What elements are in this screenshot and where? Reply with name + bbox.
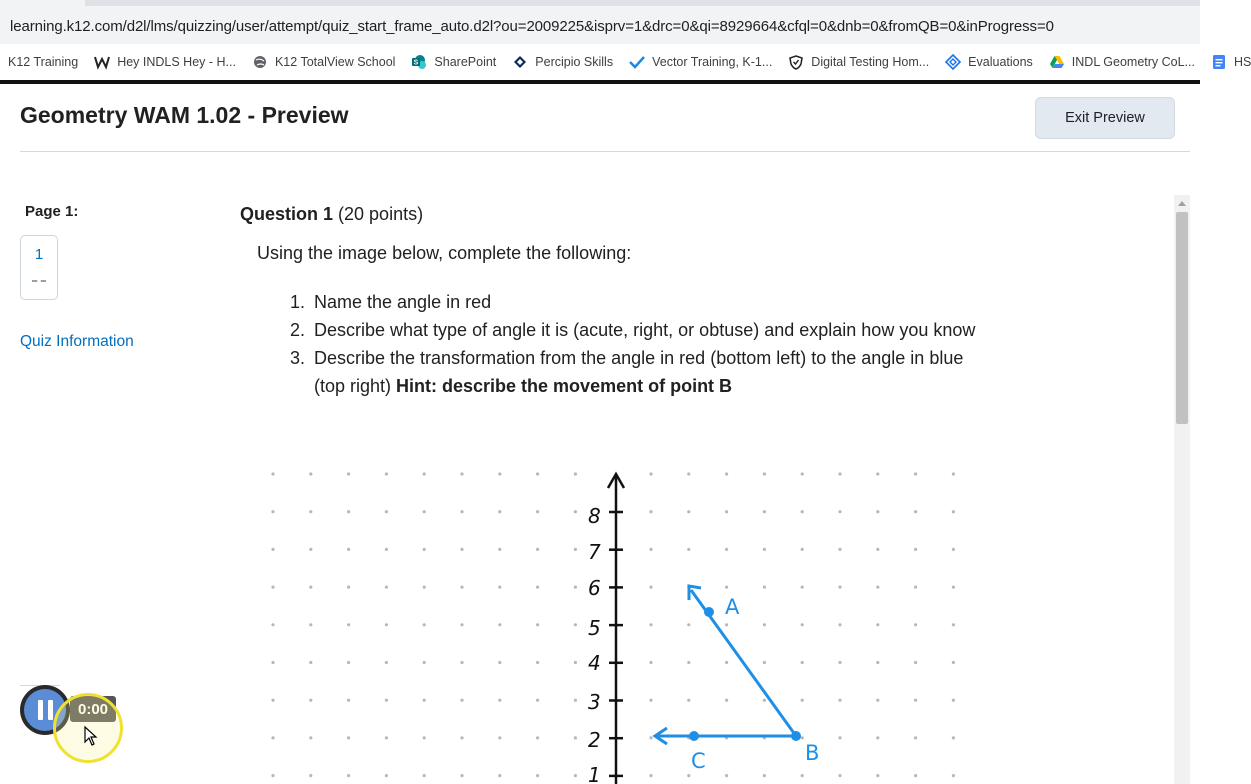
item-hint: Hint: describe the movement of point B: [396, 376, 733, 396]
scroll-up-arrow-icon[interactable]: [1174, 195, 1190, 211]
grid-dot: [763, 774, 766, 777]
grid-dot: [347, 548, 350, 551]
y-axis: [608, 474, 624, 784]
unanswered-indicator: [32, 280, 46, 282]
grid-dot: [536, 623, 539, 626]
grid-dot: [763, 548, 766, 551]
url-field[interactable]: learning.k12.com/d2l/lms/quizzing/user/attempt/quiz_start_frame_auto.d2l?ou=2009225&isprv=1&drc=0&qi=8929664&cfql=0&dnb=0&fromQB=0&inProgress=0: [10, 18, 1054, 35]
grid-dot: [952, 774, 955, 777]
grid-dot: [309, 548, 312, 551]
bookmark-sharepoint[interactable]: [411, 54, 496, 70]
grid-dot: [271, 586, 274, 589]
browser-address-bar: [0, 0, 1200, 44]
grid-dot: [725, 623, 728, 626]
y-tick-label: 8: [588, 504, 601, 528]
grid-dot: [271, 774, 274, 777]
page-title: Geometry WAM 1.02 - Preview: [20, 102, 349, 128]
scrollbar-thumb[interactable]: [1176, 212, 1188, 424]
bookmark-label: Vector Training, K-1...: [652, 55, 773, 69]
grid-dot: [460, 548, 463, 551]
grid-dot: [914, 774, 917, 777]
grid-dot: [649, 548, 652, 551]
list-item-text: [314, 344, 990, 400]
grid-dot: [876, 510, 879, 513]
question-nav-number: 1: [34, 246, 44, 263]
docs-icon: [1211, 54, 1227, 70]
grid-dot: [385, 472, 388, 475]
grid-dot: [423, 661, 426, 664]
grid-dot: [460, 774, 463, 777]
item-text: Describe what type of angle it is (acute, right, or obtuse) and explain how you know: [314, 320, 976, 340]
grid-dot: [271, 510, 274, 513]
bookmark-hey-indls[interactable]: [94, 54, 236, 70]
y-tick-label: 6: [588, 576, 601, 600]
pause-bar: [38, 700, 43, 720]
tab-strip: [85, 0, 1200, 6]
list-item-number: 2.: [290, 320, 306, 340]
grid-dot: [763, 586, 766, 589]
grid-dot: [801, 661, 804, 664]
grid-dot: [574, 699, 577, 702]
grid-dot: [838, 736, 841, 739]
grid-dot: [498, 548, 501, 551]
bookmark-vector-training[interactable]: [629, 54, 772, 70]
grid-dot: [385, 623, 388, 626]
grid-dot: [271, 699, 274, 702]
grid-dot: [725, 661, 728, 664]
grid-dot: [347, 699, 350, 702]
diamond-icon: [945, 54, 961, 70]
grid-dot: [952, 661, 955, 664]
grid-dot: [536, 774, 539, 777]
question-graph-image: [255, 462, 975, 784]
grid-dot: [763, 623, 766, 626]
grid-dot: [460, 736, 463, 739]
pause-bar: [48, 700, 53, 720]
grid-dot: [460, 472, 463, 475]
point-b: [791, 731, 801, 741]
grid-dot: [838, 586, 841, 589]
grid-dot: [271, 472, 274, 475]
grid-dot: [347, 586, 350, 589]
list-item: [290, 316, 990, 344]
bookmark-indl-geometry[interactable]: [1049, 54, 1195, 70]
list-item-number: 1.: [290, 292, 306, 312]
grid-dot: [801, 548, 804, 551]
grid-dot: [952, 548, 955, 551]
grid-dot: [763, 472, 766, 475]
grid-dot: [460, 586, 463, 589]
quiz-information-link[interactable]: Quiz Information: [20, 333, 134, 350]
grid-dot: [460, 510, 463, 513]
bookmark-label: K12 TotalView School: [274, 55, 396, 69]
grid-dot: [498, 699, 501, 702]
y-tick-label: 7: [588, 540, 601, 564]
grid-dot: [763, 510, 766, 513]
question-nav-item-1[interactable]: [20, 235, 58, 300]
grid-dot: [498, 510, 501, 513]
point-label-b: B: [805, 741, 820, 765]
grid-dot: [423, 548, 426, 551]
y-tick-label: 4: [588, 651, 601, 675]
grid-dot: [687, 623, 690, 626]
header-divider: [20, 151, 1190, 152]
grid-dot: [498, 774, 501, 777]
grid-dot: [952, 623, 955, 626]
grid-dot: [914, 623, 917, 626]
toolbar-divider: [0, 80, 1200, 84]
point-labels: [691, 595, 819, 773]
grid-dot: [838, 548, 841, 551]
grid-dot: [460, 623, 463, 626]
grid-dot: [574, 736, 577, 739]
recording-timer: 0:00: [70, 696, 116, 722]
grid-dot: [309, 774, 312, 777]
grid-dot: [309, 472, 312, 475]
grid-dot: [423, 623, 426, 626]
question-title: Question 1: [240, 204, 334, 224]
grid-dot: [271, 736, 274, 739]
item-text: Describe the transformation from the angle in red (bottom left) to the angle in blue (top right): [314, 348, 964, 396]
grid-dot: [801, 774, 804, 777]
grid-dot: [536, 510, 539, 513]
grid-dot: [423, 774, 426, 777]
grid-dot: [687, 472, 690, 475]
grid-dot: [498, 586, 501, 589]
grid-dot: [460, 661, 463, 664]
bookmark-percipio[interactable]: [512, 54, 613, 70]
grid-dot: [876, 472, 879, 475]
percipio-icon: [512, 54, 528, 70]
list-item-number: 3.: [290, 348, 306, 368]
bookmarks-bar: [0, 44, 1251, 80]
grid-dot: [385, 736, 388, 739]
question-heading: [240, 204, 423, 225]
question-item-list: [290, 288, 990, 400]
grid-dot: [763, 699, 766, 702]
grid-dot: [725, 472, 728, 475]
bookmark-label: HS: [1233, 55, 1251, 69]
grid-dot: [649, 736, 652, 739]
grid-dot: [536, 586, 539, 589]
grid-dot: [347, 623, 350, 626]
bookmark-label: K12 Training: [8, 55, 79, 69]
grid-dot: [725, 510, 728, 513]
grid-dot: [801, 586, 804, 589]
grid-dot: [801, 472, 804, 475]
grid-dot: [801, 736, 804, 739]
grid-dot: [952, 472, 955, 475]
grid-dot: [423, 736, 426, 739]
grid-dot: [876, 586, 879, 589]
grid-dot: [914, 661, 917, 664]
grid-dot: [876, 736, 879, 739]
grid-dot: [687, 661, 690, 664]
bookmark-label: SharePoint: [434, 55, 497, 69]
grid-dot: [649, 510, 652, 513]
grid-dot: [271, 661, 274, 664]
grid-dot: [649, 774, 652, 777]
grid-dot: [423, 510, 426, 513]
grid-dot: [914, 699, 917, 702]
question-intro: Using the image below, complete the following:: [257, 243, 632, 263]
page-label: Page 1:: [25, 203, 79, 220]
point-label-a: A: [725, 595, 740, 619]
grid-dot: [838, 623, 841, 626]
y-tick-label: 5: [588, 616, 601, 640]
grid-dot: [687, 774, 690, 777]
grid-dot: [347, 736, 350, 739]
grid-dot: [536, 736, 539, 739]
shield-icon: [788, 54, 804, 70]
grid-dot: [309, 586, 312, 589]
grid-dot: [649, 623, 652, 626]
grid-dot: [876, 623, 879, 626]
bookmark-hs[interactable]: [1211, 54, 1251, 70]
question-points: (20 points): [338, 204, 424, 224]
grid-dot: [347, 472, 350, 475]
grid-dot: [838, 774, 841, 777]
grid-dot: [271, 623, 274, 626]
bookmark-digital-testing[interactable]: [788, 54, 929, 70]
grid-dot: [385, 699, 388, 702]
grid-dot: [574, 472, 577, 475]
grid-dot: [649, 586, 652, 589]
grid-dot: [460, 699, 463, 702]
grid-dot: [309, 699, 312, 702]
grid-dot: [914, 736, 917, 739]
grid-dot: [914, 510, 917, 513]
grid-dot: [952, 736, 955, 739]
list-item: [290, 288, 990, 316]
y-tick-labels: [588, 504, 601, 784]
grid-dot: [952, 699, 955, 702]
globe-icon: [252, 54, 268, 70]
sharepoint-icon: [411, 54, 427, 70]
grid-dot: [574, 548, 577, 551]
grid-dot: [763, 661, 766, 664]
grid-dot: [574, 661, 577, 664]
grid-dot: [914, 472, 917, 475]
grid-dot: [914, 586, 917, 589]
grid-dot: [649, 472, 652, 475]
grid-dot: [838, 510, 841, 513]
bookmark-label: Evaluations: [968, 55, 1033, 69]
exit-preview-button[interactable]: Exit Preview: [1035, 97, 1175, 139]
grid-dot: [574, 623, 577, 626]
grid-dot: [347, 510, 350, 513]
svg-text:S: S: [414, 59, 419, 67]
bookmark-k12-training[interactable]: [8, 55, 78, 69]
grid-dot: [347, 774, 350, 777]
point-c: [689, 731, 699, 741]
vector-check-icon: [629, 54, 645, 70]
grid-dot: [952, 586, 955, 589]
grid-dot: [801, 623, 804, 626]
grid-dot: [347, 661, 350, 664]
grid-dot: [385, 661, 388, 664]
point-label-c: C: [691, 749, 706, 773]
grid-dot: [801, 699, 804, 702]
list-item: [290, 344, 990, 400]
bookmark-k12-totalview[interactable]: [252, 54, 395, 70]
bookmark-label: Digital Testing Hom...: [811, 55, 930, 69]
grid-dot: [687, 699, 690, 702]
grid-dot: [574, 774, 577, 777]
grid-dot: [687, 548, 690, 551]
grid-dot: [876, 661, 879, 664]
grid-dot: [423, 586, 426, 589]
grid-dot: [725, 586, 728, 589]
grid-dot: [838, 699, 841, 702]
grid-dot: [838, 472, 841, 475]
bookmark-label: Percipio Skills: [535, 55, 614, 69]
grid-dot: [498, 661, 501, 664]
grid-dot: [876, 548, 879, 551]
bookmark-label: INDL Geometry CoL...: [1071, 55, 1195, 69]
grid-dot: [649, 661, 652, 664]
grid-dot: [574, 586, 577, 589]
grid-dot: [801, 510, 804, 513]
grid-dot: [385, 510, 388, 513]
item-text: Name the angle in red: [314, 292, 492, 312]
grid-dot: [649, 699, 652, 702]
grid-dot: [385, 774, 388, 777]
list-item-text: [314, 288, 990, 316]
grid-dot: [725, 548, 728, 551]
grid-dot: [536, 699, 539, 702]
bookmark-evaluations[interactable]: [945, 54, 1033, 70]
list-item-text: [314, 316, 990, 344]
grid-dot: [309, 510, 312, 513]
y-tick-label: 2: [588, 728, 601, 752]
weebly-w-icon: [94, 54, 110, 70]
grid-dot: [725, 774, 728, 777]
grid-dot: [423, 472, 426, 475]
grid-dot: [498, 736, 501, 739]
grid-dot: [385, 548, 388, 551]
grid-dot: [271, 548, 274, 551]
grid-dot: [687, 510, 690, 513]
grid-dot: [498, 623, 501, 626]
grid-dot: [725, 699, 728, 702]
bookmark-label: Hey INDLS Hey - H...: [117, 55, 236, 69]
y-tick-label: 1: [588, 763, 601, 784]
grid-dot: [536, 548, 539, 551]
y-tick-label: 3: [588, 690, 601, 714]
grid-dot: [536, 472, 539, 475]
grid-dot: [914, 548, 917, 551]
grid-dot: [876, 774, 879, 777]
drive-icon: [1049, 54, 1065, 70]
grid-dot: [498, 472, 501, 475]
grid-dot: [309, 661, 312, 664]
grid-dot: [385, 586, 388, 589]
grid-dot: [952, 510, 955, 513]
grid-dot: [536, 661, 539, 664]
grid-dot: [309, 623, 312, 626]
point-a: [704, 607, 714, 617]
grid-dot: [309, 736, 312, 739]
grid-dot: [574, 510, 577, 513]
grid-dot: [423, 699, 426, 702]
mouse-cursor-icon: [84, 726, 98, 746]
grid-dot: [838, 661, 841, 664]
grid-dot: [876, 699, 879, 702]
